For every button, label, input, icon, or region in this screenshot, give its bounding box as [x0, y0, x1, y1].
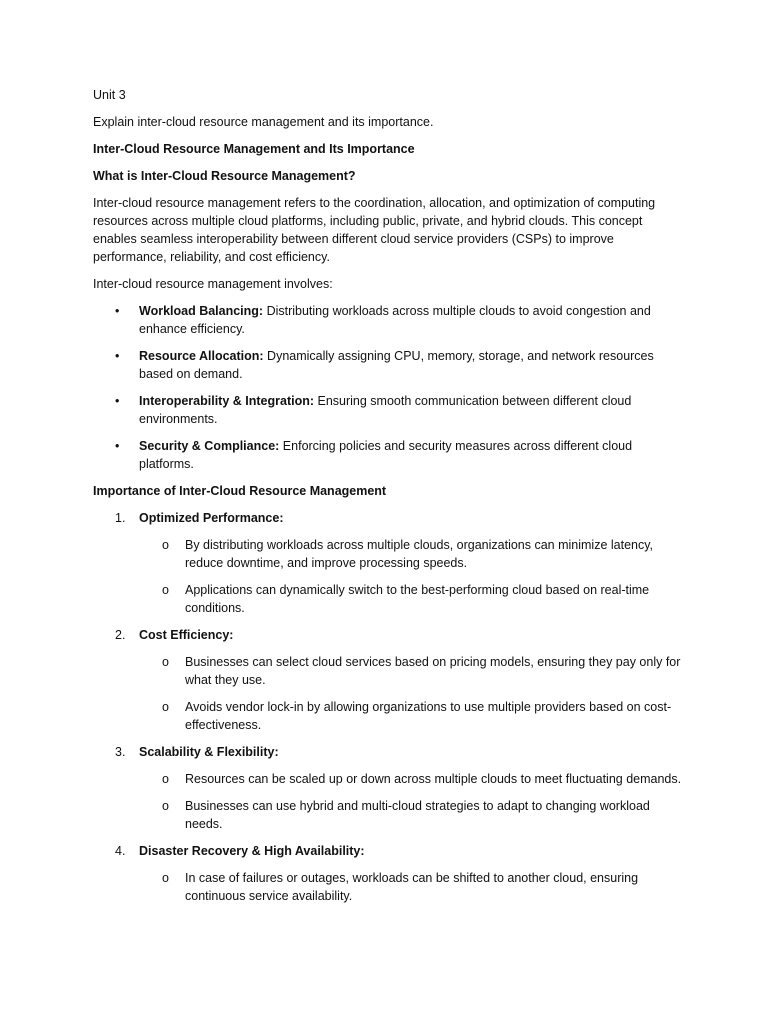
intro-paragraph: Inter-cloud resource management refers to the coordination, allocation, and optimization of computing resources across multiple cloud platforms, including public, private, and hybrid clouds. This concept enables seamless interoperability between different cloud service providers (CSPs) to improve performance, reliability, and cost efficiency.: [93, 196, 656, 264]
sub-marker: o: [162, 583, 169, 597]
sub-list: [139, 770, 683, 833]
bullet-marker: •: [115, 304, 120, 318]
main-heading: Inter-Cloud Resource Management and Its Importance: [93, 142, 415, 156]
numbered-item: [93, 509, 683, 617]
list-item: [93, 392, 683, 428]
bullet-text: Enforcing policies and security measures across different cloud platforms.: [139, 439, 633, 471]
numbered-item: [93, 626, 683, 734]
item-title: Optimized Performance:: [139, 511, 284, 525]
bullet-marker: •: [115, 349, 120, 363]
question-text: Explain inter-cloud resource management and its importance.: [93, 115, 434, 129]
sub-marker: o: [162, 700, 169, 714]
bullet-term: Security & Compliance:: [139, 439, 280, 453]
what-heading: What is Inter-Cloud Resource Management?: [93, 169, 356, 183]
sub-text: By distributing workloads across multiple clouds, organizations can minimize latency, reduce downtime, and improve processing speeds.: [185, 538, 654, 570]
sub-marker: o: [162, 772, 169, 786]
list-item: [93, 302, 683, 338]
unit-label: Unit 3: [93, 88, 126, 102]
list-item: [93, 347, 683, 383]
sub-item: [139, 536, 683, 572]
bullet-marker: •: [115, 394, 120, 408]
sub-marker: o: [162, 871, 169, 885]
involves-list: [93, 302, 683, 473]
sub-marker: o: [162, 655, 169, 669]
sub-text: In case of failures or outages, workloads can be shifted to another cloud, ensuring continuous service availability.: [185, 871, 639, 903]
bullet-term: Workload Balancing:: [139, 304, 264, 318]
item-number: 3.: [115, 745, 126, 759]
involves-paragraph: Inter-cloud resource management involves:: [93, 277, 333, 291]
sub-text: Applications can dynamically switch to the best-performing cloud based on real-time conditions.: [185, 583, 650, 615]
item-title: Scalability & Flexibility:: [139, 745, 279, 759]
document-page: [93, 86, 683, 914]
sub-item: [139, 869, 683, 905]
list-item: [93, 437, 683, 473]
sub-text: Businesses can use hybrid and multi-cloud strategies to adapt to changing workload needs.: [185, 799, 650, 831]
item-number: 4.: [115, 844, 126, 858]
sub-item: [139, 581, 683, 617]
bullet-term: Resource Allocation:: [139, 349, 264, 363]
item-title: Disaster Recovery & High Availability:: [139, 844, 365, 858]
sub-item: [139, 698, 683, 734]
item-number: 2.: [115, 628, 126, 642]
sub-item: [139, 653, 683, 689]
importance-heading: Importance of Inter-Cloud Resource Management: [93, 484, 387, 498]
sub-list: [139, 869, 683, 905]
bullet-text: Ensuring smooth communication between different cloud environments.: [139, 394, 632, 426]
sub-list: [139, 653, 683, 734]
item-number: 1.: [115, 511, 126, 525]
bullet-marker: •: [115, 439, 120, 453]
numbered-item: [93, 842, 683, 905]
sub-item: [139, 770, 683, 788]
sub-list: [139, 536, 683, 617]
bullet-text: Dynamically assigning CPU, memory, storage, and network resources based on demand.: [139, 349, 654, 381]
sub-marker: o: [162, 799, 169, 813]
sub-text: Resources can be scaled up or down across multiple clouds to meet fluctuating demands.: [185, 772, 682, 786]
bullet-term: Interoperability & Integration:: [139, 394, 315, 408]
sub-marker: o: [162, 538, 169, 552]
sub-item: [139, 797, 683, 833]
bullet-text: Distributing workloads across multiple clouds to avoid congestion and enhance efficiency.: [139, 304, 651, 336]
sub-text: Businesses can select cloud services based on pricing models, ensuring they pay only for what they use.: [185, 655, 681, 687]
sub-text: Avoids vendor lock-in by allowing organizations to use multiple providers based on cost-effectiveness.: [185, 700, 672, 732]
importance-list: [93, 509, 683, 905]
item-title: Cost Efficiency:: [139, 628, 234, 642]
numbered-item: [93, 743, 683, 833]
